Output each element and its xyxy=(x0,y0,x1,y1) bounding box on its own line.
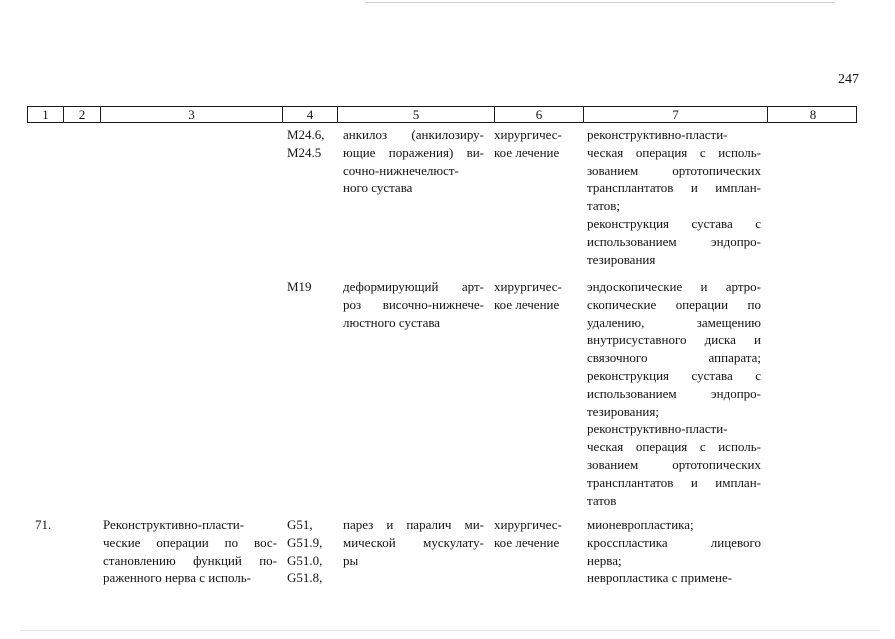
codes-line: G51.0, xyxy=(287,552,323,568)
model-line: роз височно-нижнече- xyxy=(343,296,484,312)
codes-line: M19 xyxy=(287,279,312,294)
method-line: скопические операции по xyxy=(587,296,761,312)
method-line: тезирования; xyxy=(587,403,659,419)
treatment-line: хирургичес- xyxy=(494,279,562,294)
method-line: использованием эндопро- xyxy=(587,385,761,401)
method-line: татов xyxy=(587,492,617,508)
treatment-line: кое лечение xyxy=(494,144,560,160)
method-line: ческая операция с исполь- xyxy=(587,144,761,160)
method-line: зованием ортотопических xyxy=(587,162,761,178)
method-line: реконструкция сустава с xyxy=(587,368,761,383)
method-line: татов; xyxy=(587,198,621,214)
header-col-7: 7 xyxy=(583,107,767,122)
method-line: тезирования xyxy=(587,251,656,267)
treatment-line: хирургичес- xyxy=(494,517,562,532)
header-col-6: 6 xyxy=(494,107,583,122)
method-line: зованием ортотопических xyxy=(587,457,761,472)
method-line: ческая операция с исполь- xyxy=(587,439,761,455)
table-header-row xyxy=(27,106,857,123)
scan-artifact-top xyxy=(365,2,835,3)
treatment-line: кое лечение xyxy=(494,534,560,550)
method-line: невропластика с примене- xyxy=(587,570,733,586)
model-line: ющие поражения) ви- xyxy=(343,144,484,160)
name-line: становлению функций по- xyxy=(103,552,277,568)
method-line: кросспластика лицевого xyxy=(587,534,761,550)
model-line: ры xyxy=(343,552,359,568)
method-line: реконструкция сустава с xyxy=(587,216,761,231)
name-line: Реконструктивно-пласти- xyxy=(103,517,245,532)
method-line: связочного аппарата; xyxy=(587,350,761,366)
method-line: внутрисуставного диска и xyxy=(587,332,761,348)
model-line: парез и паралич ми- xyxy=(343,517,484,532)
model-line: мической мускулату- xyxy=(343,534,484,550)
method-line: удалению, замещению xyxy=(587,314,761,330)
codes-line: G51.8, xyxy=(287,570,323,586)
method-line: использованием эндопро- xyxy=(587,233,761,249)
header-col-3: 3 xyxy=(100,107,282,122)
row-number: 71. xyxy=(35,517,52,532)
method-line: трансплантатов и имплан- xyxy=(587,474,761,490)
method-line: эндоскопические и артро- xyxy=(587,279,761,294)
codes-line: G51.9, xyxy=(287,534,323,550)
page-number: 247 xyxy=(838,72,859,87)
codes-line: M24.5 xyxy=(287,144,322,160)
method-line: реконструктивно-пласти- xyxy=(587,127,728,142)
header-col-4: 4 xyxy=(282,107,337,122)
header-col-1: 1 xyxy=(42,107,49,122)
header-col-5: 5 xyxy=(337,107,494,122)
codes-line: G51, xyxy=(287,517,313,532)
method-line: нерва; xyxy=(587,552,622,568)
model-line: люстного сустава xyxy=(343,314,441,330)
model-line: деформирующий арт- xyxy=(343,279,484,294)
treatment-line: хирургичес- xyxy=(494,127,562,142)
model-line: сочно-нижнечелюст- xyxy=(343,162,459,178)
model-line: ного сустава xyxy=(343,180,413,196)
codes-line: M24.6, xyxy=(287,127,325,142)
name-line: раженного нерва с исполь- xyxy=(103,570,252,586)
method-line: трансплантатов и имплан- xyxy=(587,180,761,196)
header-col-8: 8 xyxy=(767,107,858,122)
name-line: ческие операции по вос- xyxy=(103,534,277,550)
header-col-2: 2 xyxy=(63,107,100,122)
method-line: реконструктивно-пласти- xyxy=(587,421,728,437)
scan-artifact-bottom xyxy=(20,630,880,631)
model-line: анкилоз (анкилозиру- xyxy=(343,127,484,142)
method-line: мионевропластика; xyxy=(587,517,694,532)
treatment-line: кое лечение xyxy=(494,296,560,312)
